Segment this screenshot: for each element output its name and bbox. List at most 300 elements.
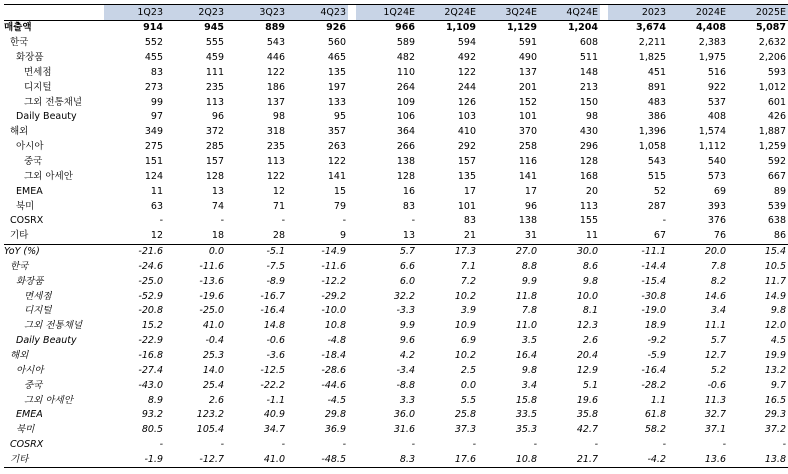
value-cell: 25.4 [202, 379, 224, 391]
value-cell: 17 [463, 185, 476, 197]
value-cell: 426 [767, 111, 786, 123]
table-row [4, 260, 788, 275]
column-spacer [600, 5, 608, 21]
value-cell: -22.2 [260, 379, 285, 391]
value-cell: -14.4 [641, 260, 666, 272]
value-cell: 9.7 [770, 379, 786, 391]
column-spacer [600, 80, 608, 95]
value-cell: - [281, 439, 285, 451]
column-spacer [600, 169, 608, 184]
value-cell: 10.8 [478, 452, 539, 467]
value-cell: - [472, 439, 476, 451]
value-cell: - [782, 439, 786, 451]
value-cell: 106 [396, 111, 415, 123]
value-cell: 151 [144, 156, 163, 168]
value-cell: 8.3 [356, 452, 417, 467]
column-spacer [348, 125, 356, 140]
table-row [4, 319, 788, 334]
value-cell: -8.8 [396, 379, 415, 391]
value-cell: 1,058 [638, 141, 666, 153]
value-cell: -4.5 [327, 394, 346, 406]
value-cell: -28.2 [641, 379, 666, 391]
value-cell: -12.7 [165, 452, 226, 467]
value-cell: 10.8 [324, 320, 346, 332]
value-cell: 560 [327, 37, 346, 49]
value-cell: 1,109 [445, 22, 476, 34]
value-cell: 593 [767, 66, 786, 78]
value-cell: 15.8 [515, 394, 537, 406]
value-cell: 410 [457, 126, 476, 138]
column-spacer [600, 95, 608, 110]
value-cell: 3.9 [460, 305, 476, 317]
value-cell: 349 [144, 126, 163, 138]
value-cell: 14.8 [263, 320, 285, 332]
value-cell: 113 [205, 96, 224, 108]
header-row [4, 5, 788, 21]
value-cell: -22.9 [138, 335, 163, 347]
value-cell: 35.8 [576, 409, 598, 421]
value-cell: 273 [144, 81, 163, 93]
value-cell: 10.9 [454, 320, 476, 332]
value-cell: -14.9 [321, 246, 346, 258]
value-cell: 1,887 [758, 126, 786, 138]
column-spacer [600, 304, 608, 319]
value-cell: -9.2 [647, 335, 666, 347]
row-label: COSRX [10, 215, 44, 227]
value-cell: 264 [396, 81, 415, 93]
value-cell: -4.8 [327, 335, 346, 347]
value-cell: 1,012 [758, 81, 786, 93]
value-cell: 285 [205, 141, 224, 153]
value-cell: 459 [205, 52, 224, 64]
value-cell: 152 [518, 96, 537, 108]
value-cell: 11.0 [515, 320, 537, 332]
column-spacer [600, 274, 608, 289]
row-label: 화장품 [16, 52, 44, 64]
value-cell: - [159, 439, 163, 451]
column-header: 1Q23 [104, 5, 165, 21]
value-cell: 25.3 [202, 349, 224, 361]
value-cell: 3,674 [635, 22, 666, 34]
table-row [4, 393, 788, 408]
value-cell: 122 [266, 66, 285, 78]
column-spacer [348, 229, 356, 244]
row-label: 아시아 [16, 364, 44, 376]
column-spacer [600, 110, 608, 125]
value-cell: 186 [266, 81, 285, 93]
value-cell: 543 [647, 156, 666, 168]
column-spacer [600, 363, 608, 378]
value-cell: 922 [707, 81, 726, 93]
value-cell: 2,632 [758, 37, 786, 49]
value-cell: -19.6 [199, 290, 224, 302]
row-label: 면세점 [24, 290, 52, 302]
value-cell: 21 [417, 229, 478, 244]
value-cell: -13.6 [199, 275, 224, 287]
value-cell: 74 [211, 200, 224, 212]
value-cell: 1,975 [698, 52, 726, 64]
column-header: 1Q24E [356, 5, 417, 21]
value-cell: 35.3 [515, 424, 537, 436]
value-cell: 14.0 [202, 364, 224, 376]
value-cell: 12.3 [576, 320, 598, 332]
value-cell: 69 [713, 185, 726, 197]
column-spacer [600, 51, 608, 66]
value-cell: -16.4 [260, 305, 285, 317]
value-cell: -12.2 [321, 275, 346, 287]
value-cell: 11.7 [764, 275, 786, 287]
value-cell: 32.2 [393, 290, 415, 302]
value-cell: 17 [524, 185, 537, 197]
value-cell: 122 [266, 170, 285, 182]
value-cell: 113 [579, 200, 598, 212]
value-cell: 3.3 [399, 394, 415, 406]
value-cell: -19.0 [641, 305, 666, 317]
column-spacer [600, 229, 608, 244]
value-cell: 201 [518, 81, 537, 93]
column-spacer [600, 393, 608, 408]
table-row [4, 169, 788, 184]
value-cell: 150 [579, 96, 598, 108]
value-cell: 83 [150, 66, 163, 78]
value-cell: 138 [396, 156, 415, 168]
value-cell: 141 [327, 170, 346, 182]
value-cell: 9.8 [770, 305, 786, 317]
value-cell: 157 [457, 156, 476, 168]
value-cell: 29.3 [764, 409, 786, 421]
column-spacer [600, 214, 608, 229]
table-row [4, 199, 788, 214]
value-cell: 41.0 [202, 320, 224, 332]
value-cell: 465 [327, 52, 346, 64]
value-cell: 20 [585, 185, 598, 197]
table-row [4, 334, 788, 349]
value-cell: 137 [518, 66, 537, 78]
column-spacer [600, 184, 608, 199]
table-row [4, 408, 788, 423]
column-spacer [348, 438, 356, 453]
value-cell: 37.1 [704, 424, 726, 436]
value-cell: - [662, 439, 666, 451]
column-header: 2024E [668, 5, 728, 21]
row-label: 화장품 [16, 275, 44, 287]
table-row [4, 423, 788, 438]
value-cell: 89 [773, 185, 786, 197]
value-cell: 101 [457, 200, 476, 212]
value-cell: - [220, 215, 224, 227]
value-cell: 123.2 [196, 409, 224, 421]
value-cell: - [342, 215, 346, 227]
row-label: 기타 [4, 229, 104, 244]
value-cell: 5.2 [710, 364, 726, 376]
value-cell: 364 [396, 126, 415, 138]
column-spacer [600, 423, 608, 438]
value-cell: 1,825 [638, 52, 666, 64]
column-spacer [600, 452, 608, 467]
value-cell: 5.5 [460, 394, 476, 406]
value-cell: -16.4 [641, 364, 666, 376]
value-cell: 386 [647, 111, 666, 123]
value-cell: 67 [608, 229, 668, 244]
column-spacer [348, 452, 356, 467]
value-cell: 318 [266, 126, 285, 138]
value-cell: 10.2 [454, 349, 476, 361]
value-cell: 9.6 [399, 335, 415, 347]
value-cell: 40.9 [263, 409, 285, 421]
value-cell: 357 [327, 126, 346, 138]
value-cell: 30.0 [576, 246, 598, 258]
value-cell: 275 [144, 141, 163, 153]
column-spacer [348, 274, 356, 289]
value-cell: 370 [518, 126, 537, 138]
value-cell: 3.4 [521, 379, 537, 391]
column-spacer [600, 289, 608, 304]
value-cell: 213 [579, 81, 598, 93]
value-cell: 52 [653, 185, 666, 197]
value-cell: 197 [327, 81, 346, 93]
column-header: 2025E [728, 5, 788, 21]
value-cell: 36.0 [393, 409, 415, 421]
row-label: 한국 [10, 37, 29, 49]
column-spacer [600, 260, 608, 275]
value-cell: 79 [333, 200, 346, 212]
value-cell: 6.6 [399, 260, 415, 272]
value-cell: -0.4 [205, 335, 224, 347]
value-cell: - [722, 439, 726, 451]
table-row [4, 36, 788, 51]
value-cell: 25.8 [454, 409, 476, 421]
value-cell: -7.5 [266, 260, 285, 272]
table-row [4, 140, 788, 155]
value-cell: 296 [579, 141, 598, 153]
value-cell: 1,259 [758, 141, 786, 153]
value-cell: 537 [707, 96, 726, 108]
value-cell: 4.5 [770, 335, 786, 347]
value-cell: 103 [457, 111, 476, 123]
value-cell: 8.9 [147, 394, 163, 406]
column-header: 4Q24E [539, 5, 600, 21]
value-cell: 98 [585, 111, 598, 123]
value-cell: 608 [579, 37, 598, 49]
header-label-cell [4, 5, 104, 21]
value-cell: 376 [707, 215, 726, 227]
row-label: EMEA [16, 185, 43, 197]
value-cell: - [594, 439, 598, 451]
value-cell: -3.3 [396, 305, 415, 317]
value-cell: -3.6 [266, 349, 285, 361]
value-cell: 110 [396, 66, 415, 78]
row-label: 북미 [16, 424, 35, 436]
value-cell: -52.9 [138, 290, 163, 302]
table-row [4, 289, 788, 304]
row-label: YoY (%) [4, 246, 40, 258]
value-cell: 235 [205, 81, 224, 93]
value-cell: 10.0 [576, 290, 598, 302]
value-cell: -25.0 [199, 305, 224, 317]
value-cell: 19.9 [764, 349, 786, 361]
value-cell: 12 [272, 185, 285, 197]
table-row [4, 110, 788, 125]
value-cell: 638 [767, 215, 786, 227]
value-cell: -27.4 [138, 364, 163, 376]
value-cell: - [159, 215, 163, 227]
column-spacer [348, 363, 356, 378]
value-cell: 19.6 [576, 394, 598, 406]
column-spacer [600, 378, 608, 393]
value-cell: 6.0 [399, 275, 415, 287]
column-spacer [348, 80, 356, 95]
value-cell: 11 [539, 229, 600, 244]
value-cell: 122 [327, 156, 346, 168]
value-cell: 31.6 [393, 424, 415, 436]
table-row [4, 214, 788, 229]
row-label: 한국 [10, 260, 29, 272]
value-cell: 71 [272, 200, 285, 212]
row-label: Daily Beauty [16, 335, 77, 347]
value-cell: 483 [647, 96, 666, 108]
value-cell: 122 [457, 66, 476, 78]
value-cell: 0.0 [208, 246, 224, 258]
value-cell: -21.6 [138, 246, 163, 258]
row-label: 그외 전통채널 [24, 320, 83, 332]
table-row [4, 21, 788, 36]
table-row [4, 349, 788, 364]
value-cell: 14.9 [764, 290, 786, 302]
table-row [4, 438, 788, 453]
value-cell: 18.9 [644, 320, 666, 332]
table-row [4, 125, 788, 140]
row-label: COSRX [10, 439, 44, 451]
value-cell: 1,129 [506, 22, 537, 34]
column-spacer [348, 5, 356, 21]
value-cell: 17.3 [454, 246, 476, 258]
value-cell: 455 [144, 52, 163, 64]
table-row [4, 66, 788, 81]
row-label: 그외 전통채널 [24, 96, 83, 108]
value-cell: - [411, 215, 415, 227]
value-cell: -5.1 [266, 246, 285, 258]
table-row [4, 155, 788, 170]
value-cell: 12.9 [576, 364, 598, 376]
value-cell: 101 [518, 111, 537, 123]
value-cell: 157 [205, 156, 224, 168]
column-spacer [600, 319, 608, 334]
value-cell: -8.9 [266, 275, 285, 287]
value-cell: -18.4 [321, 349, 346, 361]
value-cell: 11.8 [515, 290, 537, 302]
value-cell: 482 [396, 52, 415, 64]
column-spacer [348, 289, 356, 304]
value-cell: 4,408 [695, 22, 726, 34]
value-cell: 97 [150, 111, 163, 123]
value-cell: 592 [767, 156, 786, 168]
value-cell: -25.0 [138, 275, 163, 287]
value-cell: 20.0 [704, 246, 726, 258]
table-row [4, 304, 788, 319]
row-label: 북미 [16, 200, 35, 212]
value-cell: -15.4 [641, 275, 666, 287]
value-cell: 37.2 [764, 424, 786, 436]
column-spacer [348, 169, 356, 184]
table-row [4, 80, 788, 95]
column-spacer [348, 51, 356, 66]
value-cell: 124 [144, 170, 163, 182]
row-label: EMEA [16, 409, 43, 421]
value-cell: 543 [266, 37, 285, 49]
value-cell: 17.6 [417, 452, 478, 467]
value-cell: 95 [333, 111, 346, 123]
column-spacer [348, 214, 356, 229]
value-cell: 128 [205, 170, 224, 182]
column-spacer [348, 66, 356, 81]
value-cell: 96 [211, 111, 224, 123]
value-cell: 2.6 [208, 394, 224, 406]
row-label: 디지털 [24, 81, 52, 93]
value-cell: 86 [728, 229, 788, 244]
column-spacer [600, 66, 608, 81]
value-cell: 155 [579, 215, 598, 227]
value-cell: 589 [396, 37, 415, 49]
value-cell: 6.9 [460, 335, 476, 347]
value-cell: 42.7 [576, 424, 598, 436]
value-cell: 41.0 [226, 452, 287, 467]
column-spacer [600, 125, 608, 140]
value-cell: -5.9 [647, 349, 666, 361]
value-cell: 539 [767, 200, 786, 212]
column-spacer [348, 110, 356, 125]
value-cell: 7.8 [521, 305, 537, 317]
value-cell: - [662, 215, 666, 227]
value-cell: 138 [518, 215, 537, 227]
value-cell: 18 [165, 229, 226, 244]
value-cell: 58.2 [644, 424, 666, 436]
value-cell: -10.0 [321, 305, 346, 317]
value-cell: -4.2 [608, 452, 668, 467]
value-cell: 7.2 [460, 275, 476, 287]
row-label: 중국 [24, 379, 43, 391]
value-cell: -12.5 [260, 364, 285, 376]
value-cell: 1,204 [567, 22, 598, 34]
column-spacer [600, 199, 608, 214]
value-cell: 573 [707, 170, 726, 182]
value-cell: 5.7 [710, 335, 726, 347]
row-label: 기타 [4, 452, 104, 467]
row-label: 그외 아세안 [24, 170, 73, 182]
value-cell: 83 [463, 215, 476, 227]
value-cell: 13 [356, 229, 417, 244]
table-row [4, 452, 788, 467]
value-cell: 601 [767, 96, 786, 108]
column-spacer [600, 155, 608, 170]
value-cell: 31 [478, 229, 539, 244]
value-cell: -29.2 [321, 290, 346, 302]
value-cell: -1.9 [104, 452, 165, 467]
value-cell: 10.2 [454, 290, 476, 302]
value-cell: 12 [104, 229, 165, 244]
value-cell: 4.2 [399, 349, 415, 361]
column-spacer [348, 334, 356, 349]
value-cell: 13.2 [764, 364, 786, 376]
value-cell: 15.4 [764, 246, 786, 258]
value-cell: 137 [266, 96, 285, 108]
value-cell: 37.3 [454, 424, 476, 436]
value-cell: 552 [144, 37, 163, 49]
value-cell: 266 [396, 141, 415, 153]
value-cell: -28.6 [321, 364, 346, 376]
value-cell: 141 [518, 170, 537, 182]
value-cell: 12.7 [704, 349, 726, 361]
value-cell: 591 [518, 37, 537, 49]
